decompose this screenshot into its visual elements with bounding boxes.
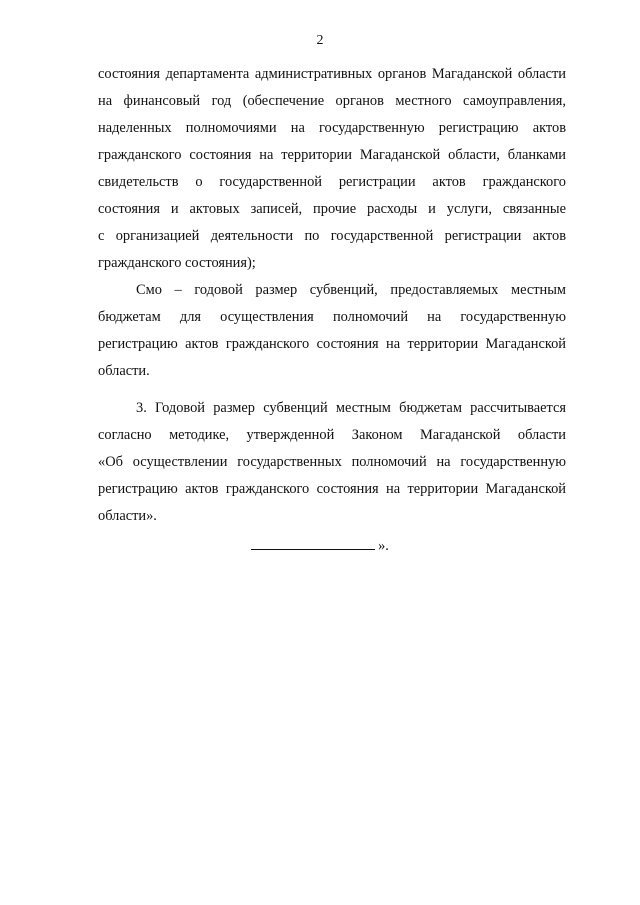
text-line: регистрацию актов гражданского состояния на территории Магаданской [98,336,566,352]
text-line: наделенных полномочиями на государственную регистрацию актов [98,120,566,136]
text-line: регистрацию актов гражданского состояния на территории Магаданской [98,481,566,497]
paragraph-smo-definition [98,277,566,385]
text-line: с организацией деятельности по государственной регистрации актов [98,228,566,244]
text-line: области». [98,508,157,524]
paragraph-continuation [98,61,566,277]
text-line: гражданского состояния); [98,255,256,271]
text-line: свидетельств о государственной регистрации актов гражданского [98,174,566,190]
closing-mark: ». [378,538,389,554]
text-line: бюджетам для осуществления полномочий на государственную [98,309,566,325]
paragraph-gap [98,385,566,395]
text-line: на финансовый год (обеспечение органов местного самоуправления, [98,93,566,109]
text-line: согласно методике, утвержденной Законом Магаданской области [98,427,566,443]
text-line: состояния и актовых записей, прочие расходы и услуги, связанные [98,201,566,217]
text-line: «Об осуществлении государственных полномочий на государственную [98,454,566,470]
text-line: гражданского состояния на территории Магаданской области, бланками [98,147,566,163]
closing-line [0,536,640,556]
text-line: области. [98,363,150,379]
page-number: 2 [316,33,324,48]
paragraph-item-3 [98,395,566,530]
separator-rule [251,536,375,550]
document-body [98,61,566,530]
text-line: 3. Годовой размер субвенций местным бюджетам рассчитывается [136,400,566,416]
text-line: состояния департамента административных органов Магаданской области [98,66,566,82]
text-line: Смо – годовой размер субвенций, предоставляемых местным [136,282,566,298]
